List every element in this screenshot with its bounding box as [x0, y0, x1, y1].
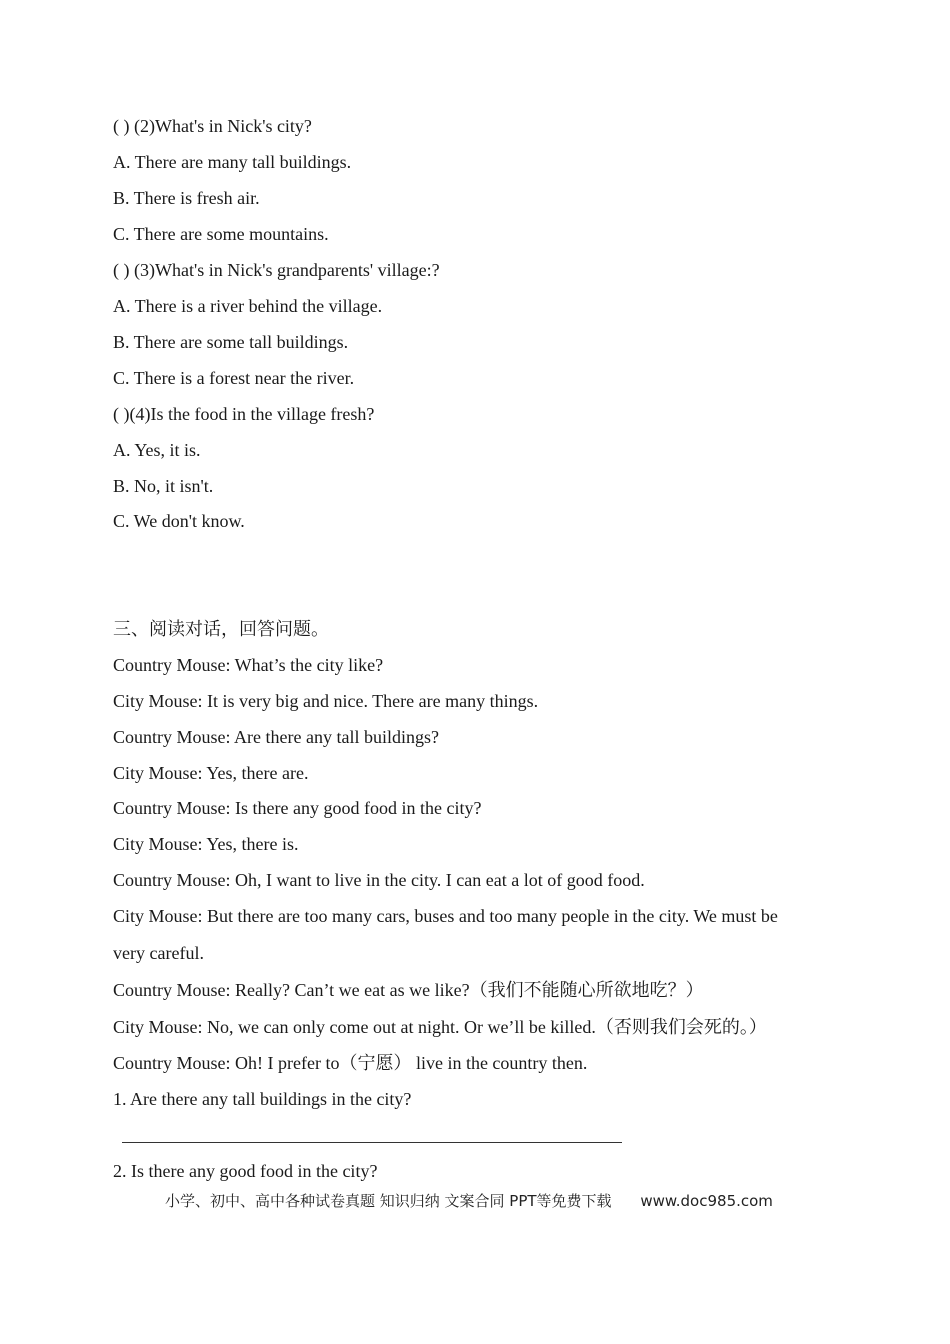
answer-line[interactable] — [122, 1142, 622, 1143]
dialogue-line: City Mouse: Yes, there are. — [113, 763, 309, 783]
question-3-option-c: C. There is a forest near the river. — [113, 368, 355, 388]
dialogue-line: Country Mouse: Really? Can’t we eat as we like?（我们不能随心所欲地吃？） — [113, 980, 704, 1000]
question-2-stem: ( ) (2)What's in Nick's city? — [113, 116, 312, 136]
question-3-option-b: B. There are some tall buildings. — [113, 332, 349, 352]
question-4-option-a: A. Yes, it is. — [113, 440, 201, 460]
dialogue-line: City Mouse: But there are too many cars, buses and too many people in the city. We must be — [113, 906, 778, 926]
dialogue-line: Country Mouse: Is there any good food in the city? — [113, 798, 482, 818]
question-3-option-a: A. There is a river behind the village. — [113, 296, 383, 316]
reading-question-1: 1. Are there any tall buildings in the city? — [113, 1089, 412, 1109]
dialogue-line: Country Mouse: Are there any tall buildings? — [113, 727, 439, 747]
dialogue-line: City Mouse: Yes, there is. — [113, 834, 299, 854]
dialogue-line: very careful. — [113, 943, 204, 963]
footer — [165, 1190, 773, 1211]
dialogue-line: Country Mouse: Oh! I prefer to（宁愿） live in the country then. — [113, 1053, 588, 1073]
question-2-option-c: C. There are some mountains. — [113, 224, 329, 244]
footer-text: 小学、初中、高中各种试卷真题 知识归纳 文案合同 PPT等免费下载 — [165, 1192, 612, 1210]
footer-url[interactable]: www.doc985.com — [640, 1192, 773, 1210]
dialogue-line: Country Mouse: Oh, I want to live in the city. I can eat a lot of good food. — [113, 870, 645, 890]
question-4-option-c: C. We don't know. — [113, 511, 245, 531]
dialogue-line: Country Mouse: What’s the city like? — [113, 655, 384, 675]
question-3-stem: ( ) (3)What's in Nick's grandparents' village:? — [113, 260, 440, 280]
question-4-stem: ( )(4)Is the food in the village fresh? — [113, 404, 375, 424]
dialogue-line: City Mouse: It is very big and nice. There are many things. — [113, 691, 539, 711]
reading-question-2: 2. Is there any good food in the city? — [113, 1161, 378, 1181]
dialogue-line: City Mouse: No, we can only come out at night. Or we’ll be killed.（否则我们会死的。） — [113, 1017, 767, 1037]
question-2-option-b: B. There is fresh air. — [113, 188, 260, 208]
section-3-heading: 三、阅读对话，回答问题。 — [113, 619, 329, 639]
question-2-option-a: A. There are many tall buildings. — [113, 152, 352, 172]
question-4-option-b: B. No, it isn't. — [113, 476, 214, 496]
